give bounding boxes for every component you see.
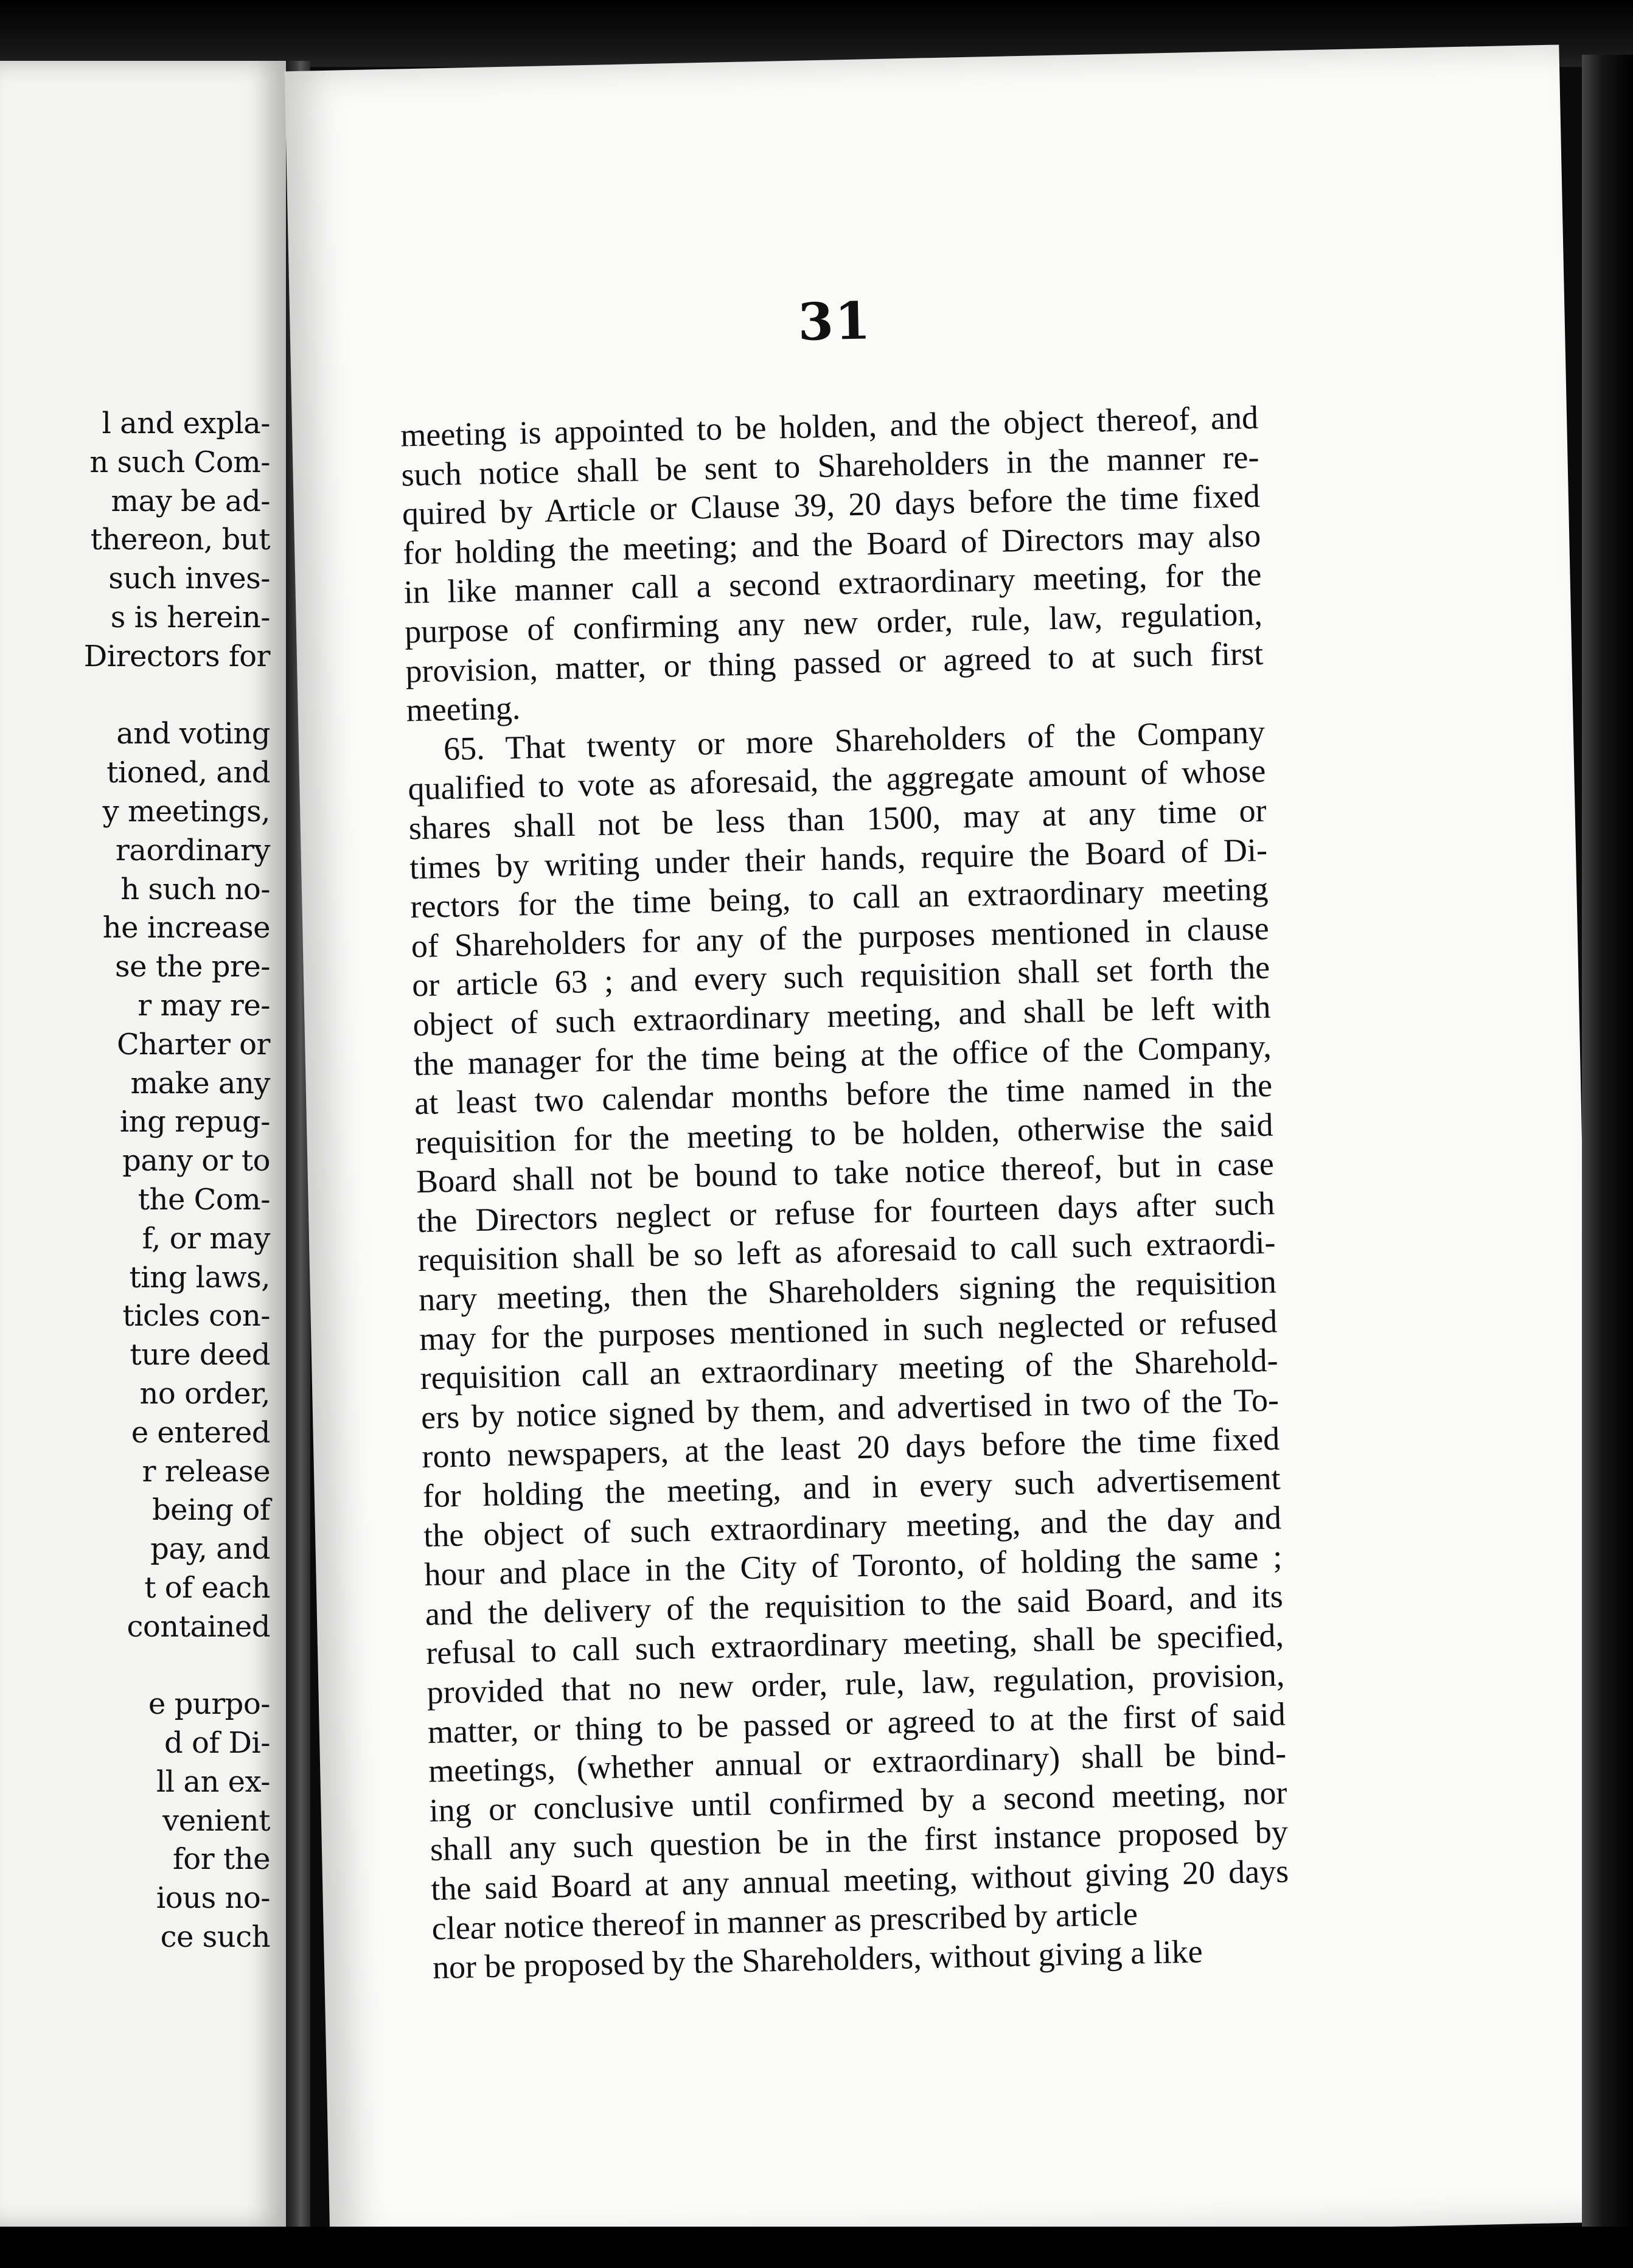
body-text-line: the manager for the time being at the office of the Company, — [413, 1028, 1272, 1082]
left-page-line: raordinary — [115, 833, 270, 868]
left-page-line: h such no- — [120, 872, 270, 906]
body-text-line: of Shareholders for any of the purposes mentioned in clause — [411, 910, 1270, 964]
body-text-line: in like manner call a second extraordinary meeting, for the — [403, 556, 1262, 611]
body-text-line: refusal to call such extraordinary meeting, shall be specified, — [425, 1616, 1284, 1672]
left-page-line: thereon, but — [90, 523, 270, 557]
page-body-text — [400, 398, 1291, 1988]
left-page-line: t of each — [144, 1570, 270, 1605]
left-page-line: contained — [127, 1609, 270, 1644]
left-page-line: n such Com- — [89, 445, 270, 479]
left-page-line: se the pre- — [115, 950, 270, 984]
left-page-line: being of — [151, 1493, 270, 1528]
body-text-line: requisition shall be so left as aforesaid to call such extraordi- — [417, 1224, 1276, 1279]
left-page-line: s is herein- — [110, 600, 270, 635]
body-text-line: requisition for the meeting to be holden, otherwise the said — [415, 1106, 1273, 1161]
left-page-line: Charter or — [117, 1027, 270, 1062]
body-text-line: meeting is appointed to be holden, and the object thereof, and — [400, 398, 1259, 454]
left-page-line: e purpo- — [148, 1687, 270, 1722]
left-page-line: pay, and — [150, 1532, 270, 1567]
left-page-line: ious no- — [156, 1881, 270, 1916]
left-page-line: make any — [130, 1066, 270, 1101]
left-page-line: ture deed — [130, 1338, 270, 1372]
body-text-line: the said Board at any annual meeting, without giving 20 days — [430, 1852, 1289, 1907]
right-page — [285, 44, 1605, 2249]
body-text-line: shall any such question be in the first instance proposed by — [430, 1813, 1289, 1868]
body-text-line: meeting. — [406, 689, 521, 729]
left-page-line: may be ad- — [111, 484, 270, 518]
left-page-line: r may re- — [138, 988, 270, 1023]
body-text-line: 65. That twenty or more Shareholders of the Company — [443, 713, 1266, 767]
body-text-line: shares shall not be less than 1500, may at any time or — [408, 791, 1267, 847]
left-page-line: venient — [162, 1803, 270, 1838]
body-text-line: nary meeting, then the Shareholders signing the requisition — [418, 1263, 1277, 1318]
body-text-line: nor be proposed by the Shareholders, without giving a like — [432, 1933, 1203, 1986]
body-text-line: the object of such extraordinary meeting, and the day and — [423, 1499, 1282, 1554]
body-text-line: and the delivery of the requisition to the said Board, and its — [425, 1578, 1284, 1632]
left-page-line: ll an ex- — [156, 1764, 270, 1799]
page-number: 31 — [797, 290, 872, 352]
left-page-line: ticles con- — [122, 1299, 270, 1334]
body-text-line: qualified to vote as aforesaid, the aggregate amount of whose — [407, 753, 1266, 807]
left-page-line: y meetings, — [102, 794, 270, 829]
left-page-text — [2, 405, 270, 1957]
left-page-line: e entered — [131, 1415, 270, 1450]
left-page-line: ce such — [160, 1920, 270, 1955]
body-text-line: meetings, (whether annual or extraordinary) shall be bind- — [428, 1734, 1287, 1790]
left-page-line: ing repug- — [119, 1105, 270, 1139]
body-text-line: requisition call an extraordinary meeting of the Sharehold- — [420, 1341, 1279, 1397]
scan-right-edge — [1582, 55, 1633, 2245]
body-text-line: for holding the meeting, and in every such advertisement — [422, 1459, 1281, 1515]
left-page-line: f, or may — [142, 1221, 270, 1256]
body-text-line: ronto newspapers, at the least 20 days before the time fixed — [421, 1421, 1280, 1475]
left-page-line: pany or to — [122, 1144, 270, 1178]
body-text-line: provision, matter, or thing passed or agreed to at such first — [405, 635, 1264, 689]
body-text-line: or article 63 ; and every such requisition shall set forth the — [411, 949, 1270, 1004]
body-text-line: may for the purposes mentioned in such neglected or refused — [419, 1303, 1278, 1357]
left-page-line: such inves- — [108, 562, 270, 596]
body-text-line: ing or conclusive until confirmed by a second meeting, nor — [429, 1774, 1287, 1829]
body-text-line: purpose of confirming any new order, rule, law, regulation, — [404, 595, 1263, 650]
body-text-line: clear notice thereof in manner as prescribed by article — [431, 1895, 1138, 1947]
left-page — [0, 61, 290, 2227]
left-page-line: l and expla- — [102, 406, 270, 440]
body-text-line: quired by Article or Clause 39, 20 days before the time fixed — [402, 478, 1261, 532]
left-page-line: no order, — [139, 1376, 270, 1411]
body-text-line: at least two calendar months before the time named in the — [414, 1066, 1273, 1122]
scan-bottom-edge — [0, 2227, 1633, 2268]
left-page-line: tioned, and — [106, 756, 270, 790]
body-text-line: times by writing under their hands, require the Board of Di- — [409, 831, 1268, 886]
left-page-line: and voting — [116, 717, 270, 751]
left-page-line — [2, 1647, 270, 1686]
left-page-line — [2, 677, 270, 715]
body-text-line: ers by notice signed by them, and advertised in two of the To- — [420, 1381, 1280, 1436]
body-text-line: object of such extraordinary meeting, and shall be left with — [412, 988, 1271, 1043]
body-text-line: the Directors neglect or refuse for fourteen days after such — [416, 1184, 1275, 1240]
left-page-line: Directors for — [83, 639, 270, 673]
left-page-line: d of Di- — [164, 1726, 270, 1761]
left-page-line: r release — [142, 1454, 270, 1489]
body-text-line: for holding the meeting; and the Board of Directors may also — [402, 517, 1261, 572]
left-page-line: he increase — [102, 911, 270, 945]
left-page-line: ting laws, — [129, 1260, 270, 1295]
body-text-line: hour and place in the City of Toronto, of holding the same ; — [423, 1538, 1283, 1593]
left-page-line: the Com- — [138, 1182, 270, 1217]
body-text-line: provided that no new order, rule, law, regulation, provision, — [426, 1656, 1285, 1711]
body-text-line: such notice shall be sent to Shareholders in the manner re- — [401, 438, 1259, 493]
body-text-line: Board shall not be bound to take notice thereof, but in case — [416, 1145, 1275, 1200]
body-text-line: matter, or thing to be passed or agreed to at the first of said — [427, 1696, 1286, 1750]
body-text-line: rectors for the time being, to call an extraordinary meeting — [409, 870, 1269, 925]
left-page-line: for the — [173, 1842, 270, 1877]
